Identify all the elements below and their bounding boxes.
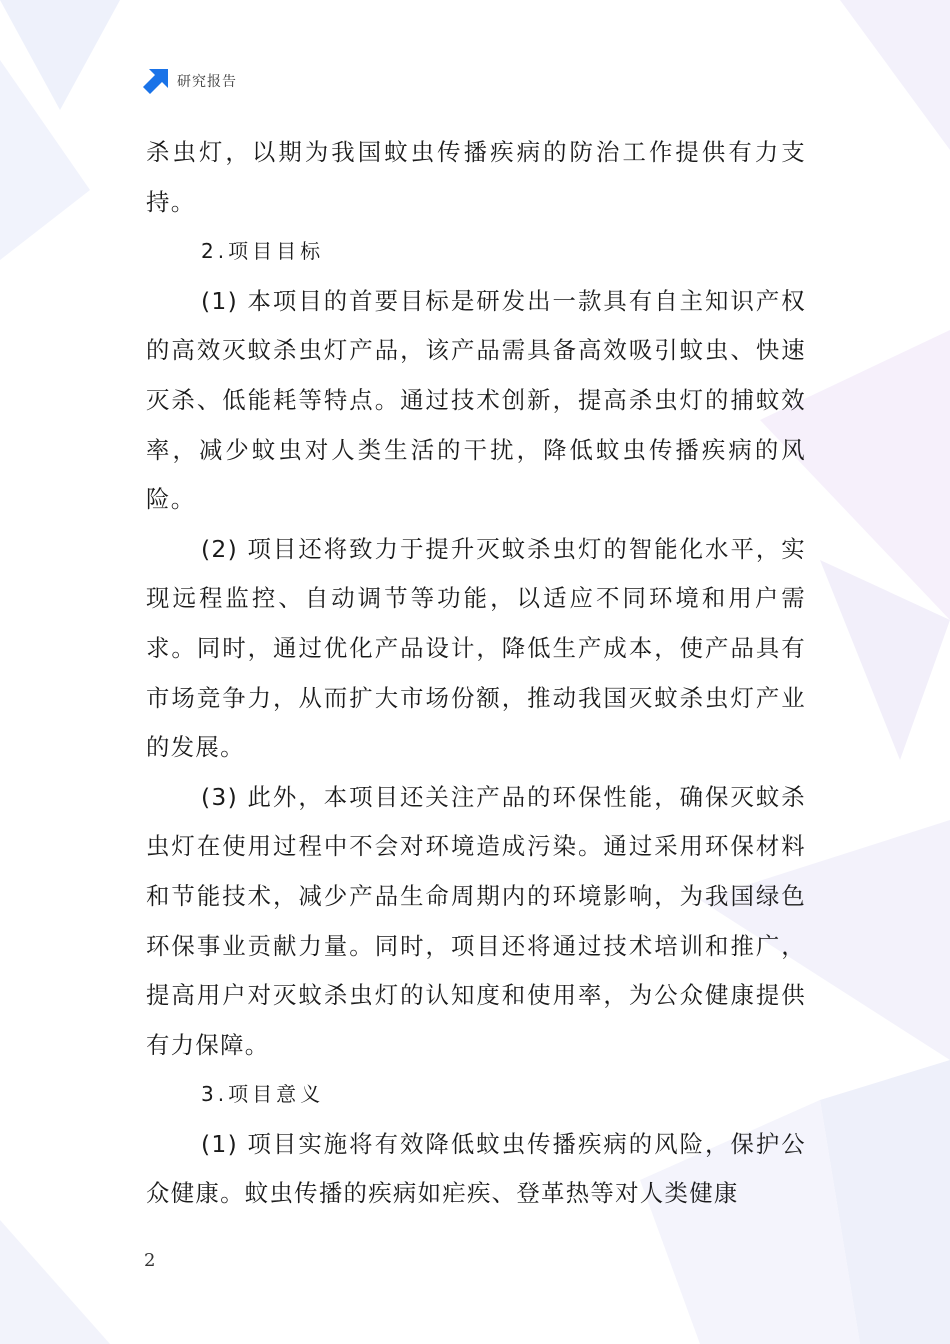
document-body <box>146 128 806 1219</box>
section-heading-goals: 2.项目目标 <box>201 239 325 264</box>
paragraph-continuation: 杀虫灯，以期为我国蚊虫传播疾病的防治工作提供有力支持。 <box>146 138 806 216</box>
page-number: 2 <box>144 1250 156 1271</box>
report-header <box>143 68 237 94</box>
arrow-up-right-icon <box>143 68 169 94</box>
header-title: 研究报告 <box>177 74 237 90</box>
paragraph-goal-1: (1) 本项目的首要目标是研发出一款具有自主知识产权的高效灭蚊杀虫灯产品，该产品需具备高效吸引蚊虫、快速灭杀、低能耗等特点。通过技术创新，提高杀虫灯的捕蚊效率，减少蚊虫对人类生活的干扰，降低蚊虫传播疾病的风险。 <box>146 286 806 514</box>
paragraph-goal-2: (2) 项目还将致力于提升灭蚊杀虫灯的智能化水平，实现远程监控、自动调节等功能，以适应不同环境和用户需求。同时，通过优化产品设计，降低生产成本，使产品具有市场竞争力，从而扩大市场份额，推动我国灭蚊杀虫灯产业的发展。 <box>146 534 806 762</box>
paragraph-significance-1: (1) 项目实施将有效降低蚊虫传播疾病的风险，保护公众健康。蚊虫传播的疾病如疟疾、登革热等对人类健康 <box>146 1129 806 1208</box>
section-heading-significance: 3.项目意义 <box>201 1082 325 1107</box>
paragraph-goal-3: (3) 此外，本项目还关注产品的环保性能，确保灭蚊杀虫灯在使用过程中不会对环境造成污染。通过采用环保材料和节能技术，减少产品生命周期内的环境影响，为我国绿色环保事业贡献力量。同时，项目还将通过技术培训和推广，提高用户对灭蚊杀虫灯的认知度和使用率，为公众健康提供有力保障。 <box>146 782 806 1059</box>
